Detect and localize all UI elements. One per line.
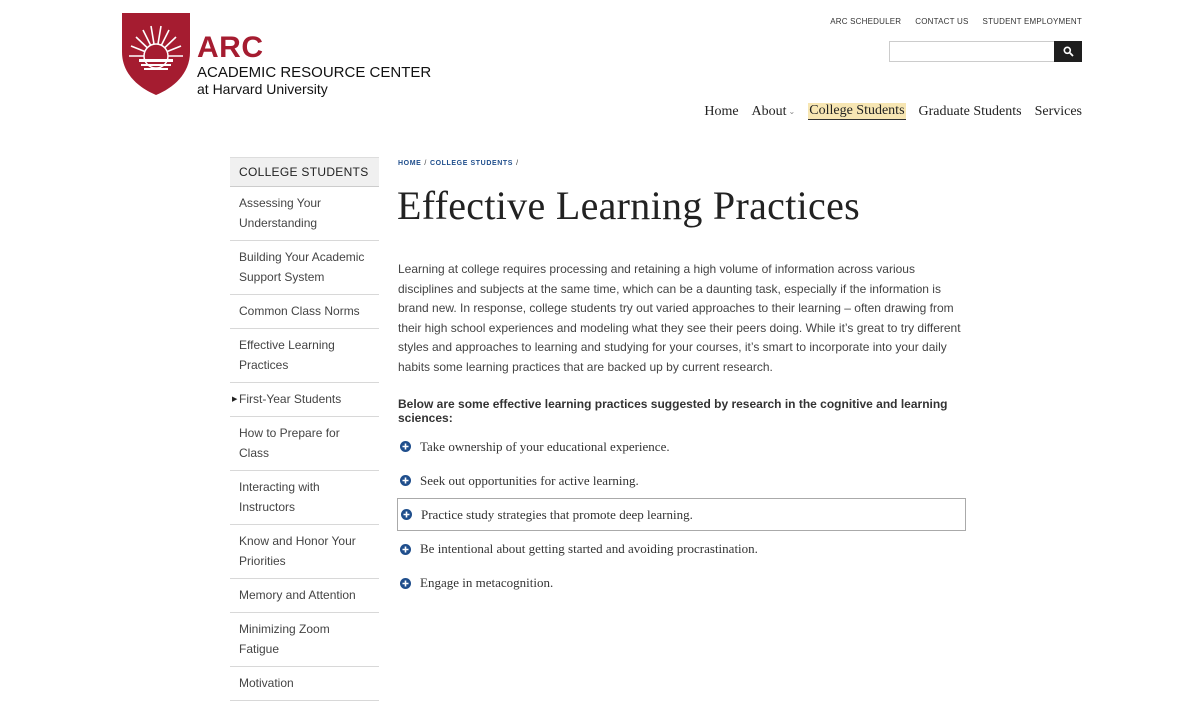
sidebar-item-memory-and-attention[interactable]: Memory and Attention <box>230 579 379 613</box>
plus-circle-icon <box>400 475 411 486</box>
nav-about-label: About <box>751 103 787 119</box>
logo-name: ACADEMIC RESOURCE CENTER <box>197 64 432 81</box>
logo-wordmark <box>197 31 432 97</box>
search-icon <box>1063 46 1074 57</box>
sidebar-item-label: First-Year Students <box>239 392 342 406</box>
search-input[interactable] <box>889 41 1054 62</box>
nav-services[interactable]: Services <box>1034 103 1082 119</box>
sidebar-item-common-class-norms[interactable]: Common Class Norms <box>230 295 379 329</box>
accordion-item-label: Seek out opportunities for active learning. <box>420 472 639 488</box>
sidebar-item-how-to-prepare-for-class[interactable]: How to Prepare for Class <box>230 417 379 471</box>
breadcrumb-college-students[interactable]: COLLEGE STUDENTS <box>429 160 514 167</box>
accordion-item-label: Take ownership of your educational experience. <box>420 438 670 454</box>
accordion-item[interactable] <box>397 464 966 497</box>
contact-us-link[interactable]: CONTACT US <box>915 17 969 26</box>
accordion-item[interactable] <box>397 567 966 600</box>
sidebar-item-motivation[interactable]: Motivation <box>230 667 379 701</box>
breadcrumb-separator: / <box>424 160 427 167</box>
accordion-item-label: Be intentional about getting started and avoiding procrastination. <box>420 541 758 557</box>
accordion-item-label: Practice study strategies that promote deep learning. <box>421 506 693 522</box>
utility-nav <box>830 17 1082 26</box>
nav-about[interactable] <box>752 104 796 120</box>
page-title: Effective Learning Practices <box>397 183 860 228</box>
chevron-down-icon: ⌄ <box>788 106 796 116</box>
breadcrumb <box>398 160 522 167</box>
breadcrumb-separator: / <box>516 160 519 167</box>
site-search <box>889 41 1082 62</box>
accordion-item-label: Engage in metacognition. <box>420 575 554 591</box>
sidebar-item-first-year-students[interactable] <box>230 383 379 417</box>
lead-paragraph: Below are some effective learning practices suggested by research in the cognitive and learning sciences: <box>398 397 948 425</box>
nav-graduate-students[interactable]: Graduate Students <box>918 103 1022 119</box>
accordion-item[interactable] <box>397 498 966 531</box>
arc-shield-icon <box>121 12 191 96</box>
section-sidebar <box>230 157 379 701</box>
plus-circle-icon <box>400 544 411 555</box>
sidebar-item-interacting-with-instructors[interactable]: Interacting with Instructors <box>230 471 379 525</box>
sidebar-item-effective-learning-practices[interactable]: Effective Learning Practices <box>230 329 379 383</box>
sidebar-heading[interactable]: COLLEGE STUDENTS <box>230 157 379 187</box>
intro-paragraph: Learning at college requires processing and retaining a high volume of information across various disciplines and subjects at the same time, which can be a daunting task, especially if the information is brand new. In response, college students try out varied approaches to their learning – often drawing from their high school experiences and modeling what they see their peers doing. While it’s great to try different styles and approaches to learning and studying for your courses, it’s smart to incorporate into your daily habits some learning practices that are backed up by current research. <box>398 262 961 374</box>
arc-scheduler-link[interactable]: ARC SCHEDULER <box>830 17 902 26</box>
breadcrumb-home[interactable]: HOME <box>398 160 422 167</box>
sidebar-item-building-your-academic-support-system[interactable]: Building Your Academic Support System <box>230 241 379 295</box>
logo-affiliation: at Harvard University <box>197 81 328 97</box>
accordion-item[interactable] <box>397 430 966 463</box>
expand-caret-icon: ▶ <box>232 396 238 403</box>
main-nav <box>704 103 1082 120</box>
sidebar-item-assessing-your-understanding[interactable]: Assessing Your Understanding <box>230 187 379 241</box>
student-employment-link[interactable]: STUDENT EMPLOYMENT <box>982 17 1082 26</box>
plus-circle-icon <box>400 578 411 589</box>
logo-abbr: ARC <box>197 31 264 64</box>
sidebar-item-know-and-honor-your-priorities[interactable]: Know and Honor Your Priorities <box>230 525 379 579</box>
plus-circle-icon <box>401 509 412 520</box>
accordion-item[interactable] <box>397 533 966 566</box>
arc-logo[interactable] <box>121 12 432 98</box>
nav-home[interactable]: Home <box>704 103 739 119</box>
nav-college-students[interactable]: College Students <box>809 103 905 118</box>
sidebar-item-minimizing-zoom-fatigue[interactable]: Minimizing Zoom Fatigue <box>230 613 379 667</box>
plus-circle-icon <box>400 441 411 452</box>
search-button[interactable] <box>1054 41 1082 62</box>
practices-accordion <box>397 430 966 601</box>
